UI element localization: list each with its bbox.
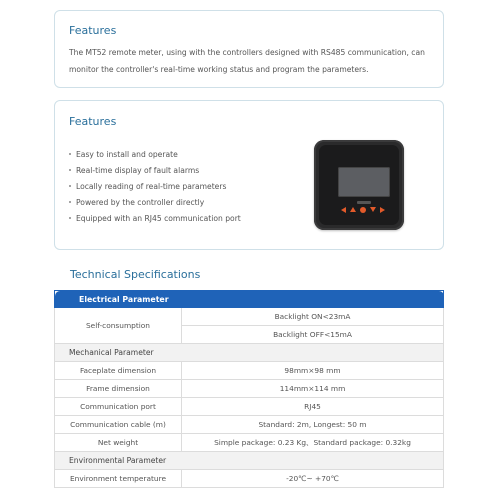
env-temp-value: -20℃~ +70℃	[182, 470, 444, 488]
lcd-screen	[338, 167, 390, 197]
features-intro-card	[54, 10, 444, 88]
left-arrow-icon	[341, 207, 346, 213]
frame-value: 114mm×114 mm	[182, 380, 444, 398]
table-row	[55, 434, 444, 452]
up-arrow-icon	[350, 207, 356, 212]
table-row	[55, 380, 444, 398]
mechanical-parameter-header: Mechanical Parameter	[55, 344, 444, 362]
self-consumption-label: Self-consumption	[55, 308, 182, 344]
table-row	[55, 362, 444, 380]
specifications-table	[54, 290, 444, 488]
frame-label: Frame dimension	[55, 380, 182, 398]
faceplate-label: Faceplate dimension	[55, 362, 182, 380]
section-row	[55, 452, 444, 470]
device-buttons	[341, 207, 385, 213]
environmental-parameter-header: Environmental Parameter	[55, 452, 444, 470]
port-value: RJ45	[182, 398, 444, 416]
brand-logo	[357, 201, 371, 204]
table-row	[55, 398, 444, 416]
features-list	[69, 147, 241, 227]
right-arrow-icon	[380, 207, 385, 213]
features-list-title: Features	[69, 115, 117, 128]
list-item: Powered by the controller directly	[69, 195, 241, 211]
electrical-parameter-header: Electrical Parameter	[55, 291, 444, 308]
mt52-remote-meter-image	[314, 140, 404, 230]
table-row	[55, 308, 444, 326]
env-temp-label: Environment temperature	[55, 470, 182, 488]
table-row	[55, 470, 444, 488]
table-header-row	[55, 291, 444, 308]
table-row	[55, 416, 444, 434]
list-item: Real-time display of fault alarms	[69, 163, 241, 179]
backlight-on-value: Backlight ON<23mA	[182, 308, 444, 326]
list-item: Easy to install and operate	[69, 147, 241, 163]
features-title: Features	[69, 24, 117, 37]
port-label: Communication port	[55, 398, 182, 416]
down-arrow-icon	[370, 207, 376, 212]
cable-label: Communication cable (m)	[55, 416, 182, 434]
cable-value: Standard: 2m, Longest: 50 m	[182, 416, 444, 434]
technical-specifications-title: Technical Specifications	[70, 268, 201, 281]
features-description: The MT52 remote meter, using with the controllers designed with RS485 communication, can monitor the controller's real-time working status and program the parameters.	[69, 48, 425, 74]
backlight-off-value: Backlight OFF<15mA	[182, 326, 444, 344]
weight-value: Simple package: 0.23 Kg、Standard package: 0.32kg	[182, 434, 444, 452]
weight-label: Net weight	[55, 434, 182, 452]
enter-button-icon	[360, 207, 366, 213]
list-item: Equipped with an RJ45 communication port	[69, 211, 241, 227]
section-row	[55, 344, 444, 362]
list-item: Locally reading of real-time parameters	[69, 179, 241, 195]
faceplate-value: 98mm×98 mm	[182, 362, 444, 380]
